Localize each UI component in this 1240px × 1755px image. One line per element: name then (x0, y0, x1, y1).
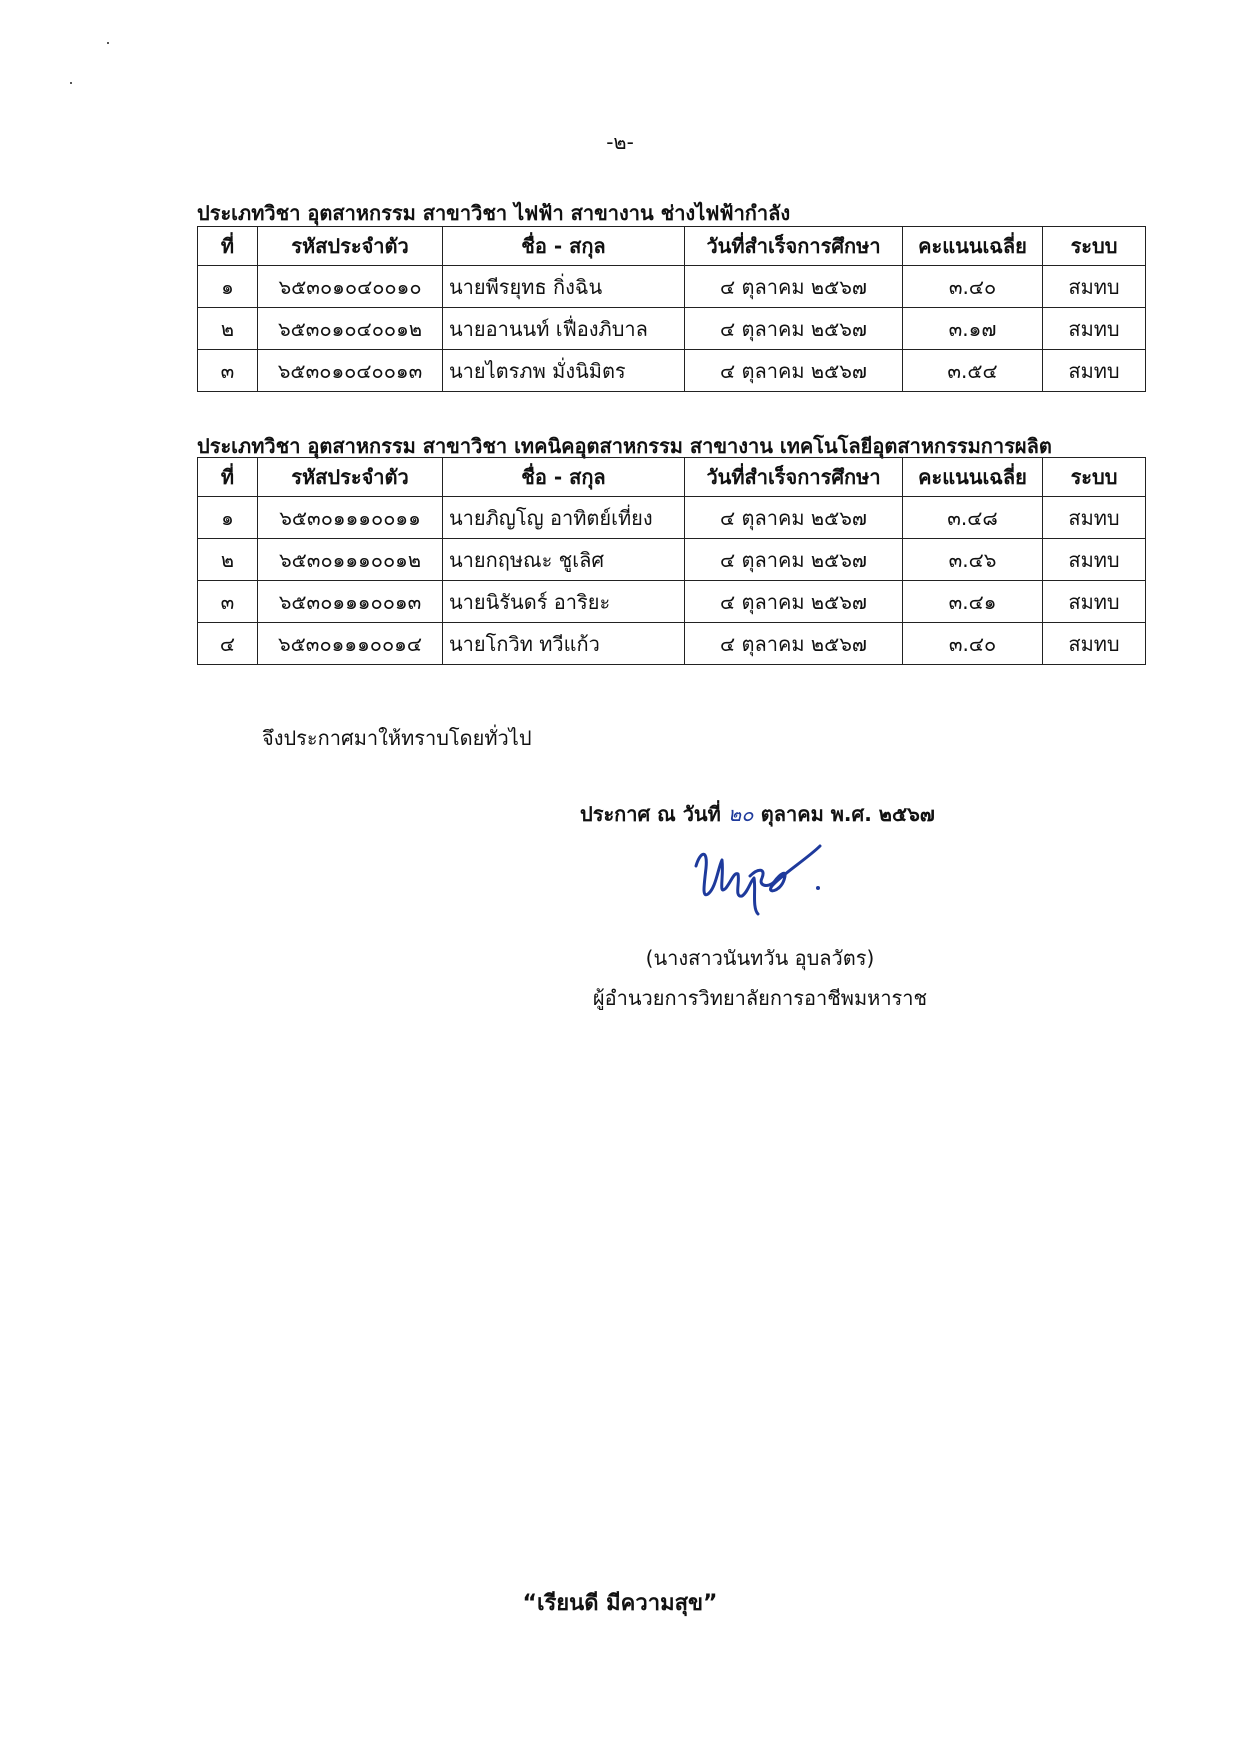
cell-system: สมทบ (1043, 581, 1146, 623)
section-heading-industrial-technique: ประเภทวิชา อุตสาหกรรม สาขาวิชา เทคนิคอุตสาหกรรม สาขางาน เทคโนโลยีอุตสาหกรรมการผลิต (197, 434, 1052, 458)
cell-gpa: ๓.๑๗ (903, 308, 1043, 350)
header-gpa: คะแนนเฉลี่ย (903, 458, 1043, 497)
graduates-table-industrial-technique (197, 457, 1146, 665)
header-date: วันที่สำเร็จการศึกษา (685, 458, 903, 497)
announcement-date (580, 798, 935, 830)
table-row (198, 539, 1146, 581)
cell-name: นายอานนท์ เฟื่องภิบาล (443, 308, 685, 350)
cell-system: สมทบ (1043, 497, 1146, 539)
cell-date: ๔ ตุลาคม ๒๕๖๗ (685, 308, 903, 350)
header-system: ระบบ (1043, 227, 1146, 266)
cell-date: ๔ ตุลาคม ๒๕๖๗ (685, 266, 903, 308)
header-name: ชื่อ - สกุล (443, 458, 685, 497)
table-row (198, 623, 1146, 665)
table-row (198, 350, 1146, 392)
cell-no: ๓ (198, 581, 258, 623)
cell-no: ๑ (198, 497, 258, 539)
cell-gpa: ๓.๔๑ (903, 581, 1043, 623)
header-date: วันที่สำเร็จการศึกษา (685, 227, 903, 266)
section-heading-electrical: ประเภทวิชา อุตสาหกรรม สาขาวิชา ไฟฟ้า สาขางาน ช่างไฟฟ้ากำลัง (197, 201, 791, 225)
cell-system: สมทบ (1043, 350, 1146, 392)
cell-name: นายกฤษณะ ชูเลิศ (443, 539, 685, 581)
cell-gpa: ๓.๔๘ (903, 497, 1043, 539)
announcement-prefix: ประกาศ ณ วันที่ (580, 802, 721, 826)
cell-system: สมทบ (1043, 623, 1146, 665)
college-motto: “เรียนดี มีความสุข” (522, 1591, 718, 1616)
cell-no: ๑ (198, 266, 258, 308)
cell-gpa: ๓.๔๖ (903, 539, 1043, 581)
cell-id: ๖๕๓๐๑๑๑๐๐๑๒ (258, 539, 443, 581)
cell-no: ๒ (198, 308, 258, 350)
cell-system: สมทบ (1043, 539, 1146, 581)
cell-system: สมทบ (1043, 308, 1146, 350)
table-row (198, 581, 1146, 623)
page-number: -๒- (606, 130, 634, 154)
cell-id: ๖๕๓๐๑๐๔๐๐๑๒ (258, 308, 443, 350)
cell-name: นายไตรภพ มั่งนิมิตร (443, 350, 685, 392)
cell-id: ๖๕๓๐๑๑๑๐๐๑๔ (258, 623, 443, 665)
table-row (198, 266, 1146, 308)
cell-id: ๖๕๓๐๑๐๔๐๐๑๓ (258, 350, 443, 392)
cell-date: ๔ ตุลาคม ๒๕๖๗ (685, 623, 903, 665)
closing-statement: จึงประกาศมาให้ทราบโดยทั่วไป (262, 726, 532, 750)
header-id: รหัสประจำตัว (258, 458, 443, 497)
announcement-suffix: ตุลาคม พ.ศ. ๒๕๖๗ (760, 802, 935, 826)
cell-date: ๔ ตุลาคม ๒๕๖๗ (685, 350, 903, 392)
table-row (198, 308, 1146, 350)
header-no: ที่ (198, 227, 258, 266)
cell-date: ๔ ตุลาคม ๒๕๖๗ (685, 539, 903, 581)
scan-speck (70, 82, 72, 84)
scan-speck (107, 42, 109, 44)
cell-id: ๖๕๓๐๑๑๑๐๐๑๑ (258, 497, 443, 539)
header-id: รหัสประจำตัว (258, 227, 443, 266)
cell-gpa: ๓.๔๐ (903, 266, 1043, 308)
cell-no: ๔ (198, 623, 258, 665)
header-name: ชื่อ - สกุล (443, 227, 685, 266)
header-gpa: คะแนนเฉลี่ย (903, 227, 1043, 266)
cell-date: ๔ ตุลาคม ๒๕๖๗ (685, 581, 903, 623)
cell-no: ๒ (198, 539, 258, 581)
handwritten-day: ๒๐ (728, 802, 754, 826)
table-row (198, 497, 1146, 539)
header-system: ระบบ (1043, 458, 1146, 497)
graduates-table-electrical (197, 226, 1146, 392)
cell-name: นายโกวิท ทวีแก้ว (443, 623, 685, 665)
cell-name: นายพีรยุทธ กิ่งฉิน (443, 266, 685, 308)
signature-mark (688, 838, 838, 918)
cell-system: สมทบ (1043, 266, 1146, 308)
signer-title: ผู้อำนวยการวิทยาลัยการอาชีพมหาราช (592, 986, 928, 1010)
table-header-row (198, 458, 1146, 497)
cell-id: ๖๕๓๐๑๑๑๐๐๑๓ (258, 581, 443, 623)
cell-name: นายภิญโญ อาทิตย์เที่ยง (443, 497, 685, 539)
cell-date: ๔ ตุลาคม ๒๕๖๗ (685, 497, 903, 539)
cell-id: ๖๕๓๐๑๐๔๐๐๑๐ (258, 266, 443, 308)
table-header-row (198, 227, 1146, 266)
header-no: ที่ (198, 458, 258, 497)
cell-name: นายนิรันดร์ อาริยะ (443, 581, 685, 623)
cell-no: ๓ (198, 350, 258, 392)
cell-gpa: ๓.๕๔ (903, 350, 1043, 392)
signer-name: (นางสาวนันทวัน อุบลวัตร) (645, 946, 875, 970)
cell-gpa: ๓.๔๐ (903, 623, 1043, 665)
